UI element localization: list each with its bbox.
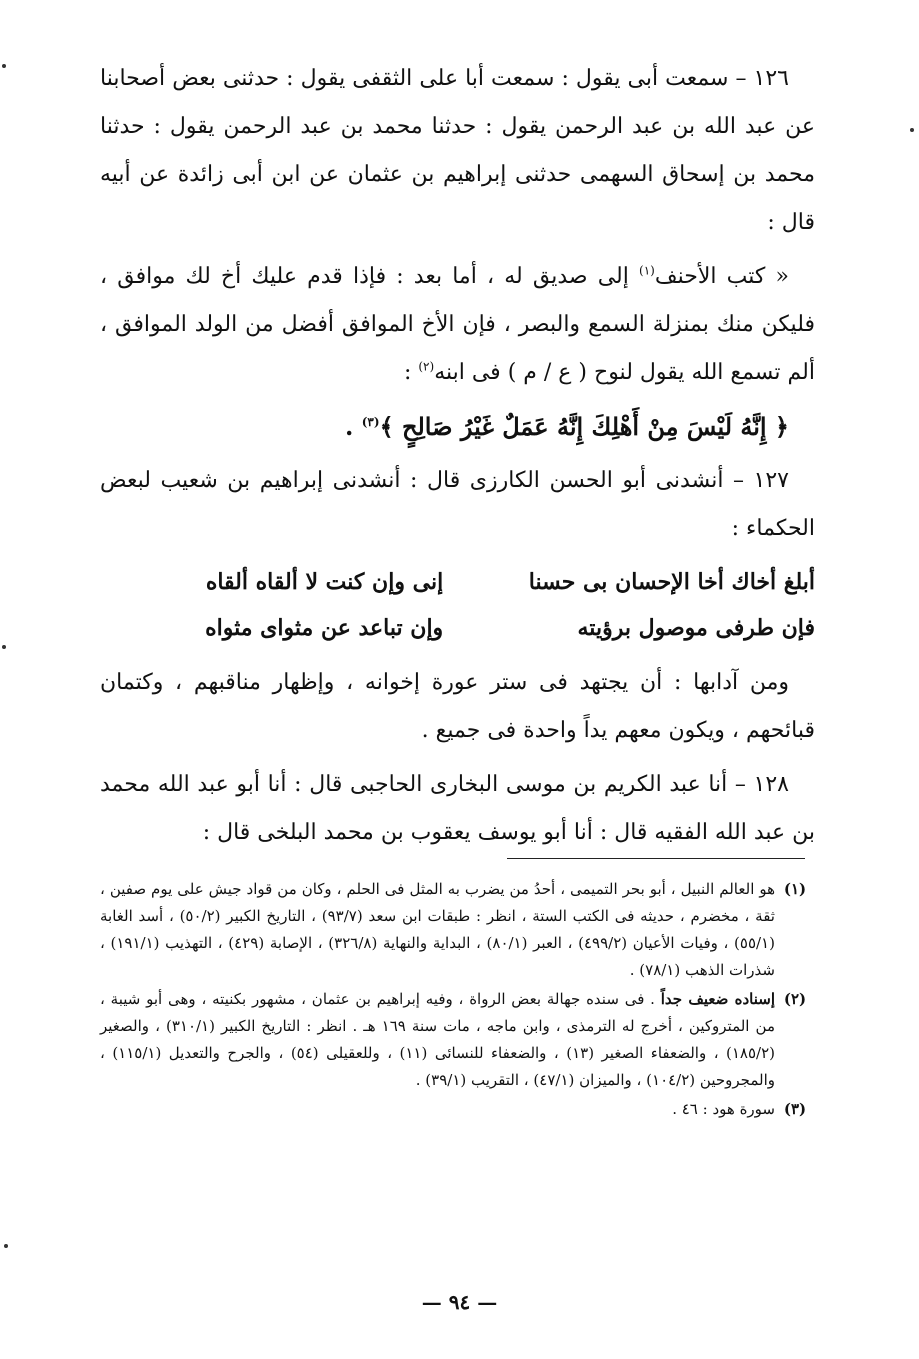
letter-text-end: : [403, 360, 419, 385]
letter-text-start: « كتب الأحنف [654, 264, 789, 289]
paragraph-adab: ومن آدابها : أن يجتهد فى ستر عورة إخوانه ، وإظهار مناقبهم ، وكتمان قبائحهم ، ويكون معهم يداً واحدة فى جميع . [100, 670, 815, 743]
footnote-text [100, 1096, 775, 1123]
scan-speck [2, 645, 6, 649]
verse-1-first-hemistich: أبلغ أخاك أخا الإحسان بى حسنا [528, 569, 815, 595]
footnote-bold-lead: إسناده ضعيف جداً [660, 990, 776, 1008]
verse-1-second-hemistich: إنى وإن كنت لا ألقاه ألقاه [205, 569, 444, 595]
letter-paragraph [100, 253, 815, 397]
poem-verse-2 [100, 605, 815, 651]
footnote-3 [100, 1096, 815, 1123]
footnote-ref-2: (٢) [418, 359, 435, 374]
paragraph-126: ١٢٦ – سمعت أبى يقول : سمعت أبا على الثقفى يقول : حدثنى بعض أصحابنا عن عبد الله بن عبد الرحمن يقول : حدثنا محمد بن عبد الرحمن يقول : حدثنا محمد بن إسحاق السهمى حدثنى إبراهيم بن عثمان عن ابن أبى زائدة عن أبيه قال : [100, 66, 815, 235]
footnote-number: (٣) [783, 1100, 807, 1118]
poem [100, 559, 815, 651]
footnote-body: هو العالم النبيل ، أبو بحر التميمى ، أحدُ من يضرب به المثل فى الحلم ، وكان من قواد جيش على يوم صفين ، ثقة ، مخضرم ، حديثه فى الكتب الستة ، انظر : طبقات ابن سعد (٩٣/٧) ، التاريخ الكبير (٥٠/٢) ، أسد الغابة (٥٥/١) ، وفيات الأعيان (٤٩٩/٢) ، العبر (٨٠/١) ، البداية والنهاية (٣٢٦/٨) ، الإصابة (٤٢٩) ، التهذيب (١٩١/١) ، شذرات الذهب (٧٨/١) . [100, 880, 775, 979]
verse-2-second-hemistich: وإن تباعد عن مثواى مثواه [205, 615, 444, 641]
footnote-text [100, 986, 775, 1094]
quran-end: . [345, 412, 362, 441]
footnote-separator [507, 858, 805, 859]
footnote-ref-3: (٣) [361, 415, 380, 429]
footnote-2 [100, 986, 815, 1094]
scan-speck [910, 128, 914, 132]
page-number: — ٩٤ — [421, 1290, 498, 1314]
footnote-1 [100, 876, 815, 984]
paragraph-128: ١٢٨ – أنا عبد الكريم بن موسى البخارى الحاجبى قال : أنا أبو عبد الله محمد بن عبد الله الفقيه قال : أنا أبو يوسف يعقوب بن محمد البلخى قال : [100, 772, 815, 845]
footnote-number: (٢) [783, 990, 807, 1008]
quran-verse [100, 403, 815, 451]
quran-text: ﴿ إِنَّهُ لَيْسَ مِنْ أَهْلِكَ إِنَّهُ عَمَلٌ غَيْرُ صَالِحٍ ﴾ [379, 412, 789, 441]
footnote-body: سورة هود : ٤٦ . [672, 1100, 775, 1118]
footnote-number: (١) [783, 880, 807, 898]
footnote-body: . فى سنده جهالة بعض الرواة ، وفيه إبراهيم بن عثمان ، مشهور بكنيته ، وهى أبو شيبة ، من المتروكين ، أخرج له الترمذى ، وابن ماجه ، مات سنة ١٦٩ هـ . انظر : التاريخ الكبير (٣١٠/١) ، والصغير (١٨٥/٢) ، والضعفاء الصغير (١٣) ، والضعفاء للنسائى (١١) ، وللعقيلى (٥٤) ، والجرح والتعديل (١١٥/١) ، والمجروحين (١٠٤/٢) ، والميزان (٤٧/١) ، التقريب (٣٩/١) . [100, 990, 776, 1089]
poem-verse-1 [100, 559, 815, 605]
paragraph-127: ١٢٧ – أنشدنى أبو الحسن الكارزى قال : أنشدنى إبراهيم بن شعيب لبعض الحكماء : [100, 468, 815, 541]
footnote-ref-1: (١) [639, 263, 655, 278]
scan-speck [4, 1244, 8, 1248]
verse-2-first-hemistich: فإن طرفى موصول برؤيته [577, 615, 815, 641]
letter-text-body: إلى صديق له ، أما بعد : فإذا قدم عليك أخ لك موافق ، فليكن منك بمنزلة السمع والبصر ، فإن الأخ الموافق أفضل من الولد الموافق ، ألم تسمع الله يقول لنوح ( ع / م ) فى ابنه [100, 264, 815, 385]
main-text [100, 55, 815, 863]
scan-speck [2, 64, 6, 68]
footnote-text [100, 876, 775, 984]
footnotes [100, 876, 815, 1125]
